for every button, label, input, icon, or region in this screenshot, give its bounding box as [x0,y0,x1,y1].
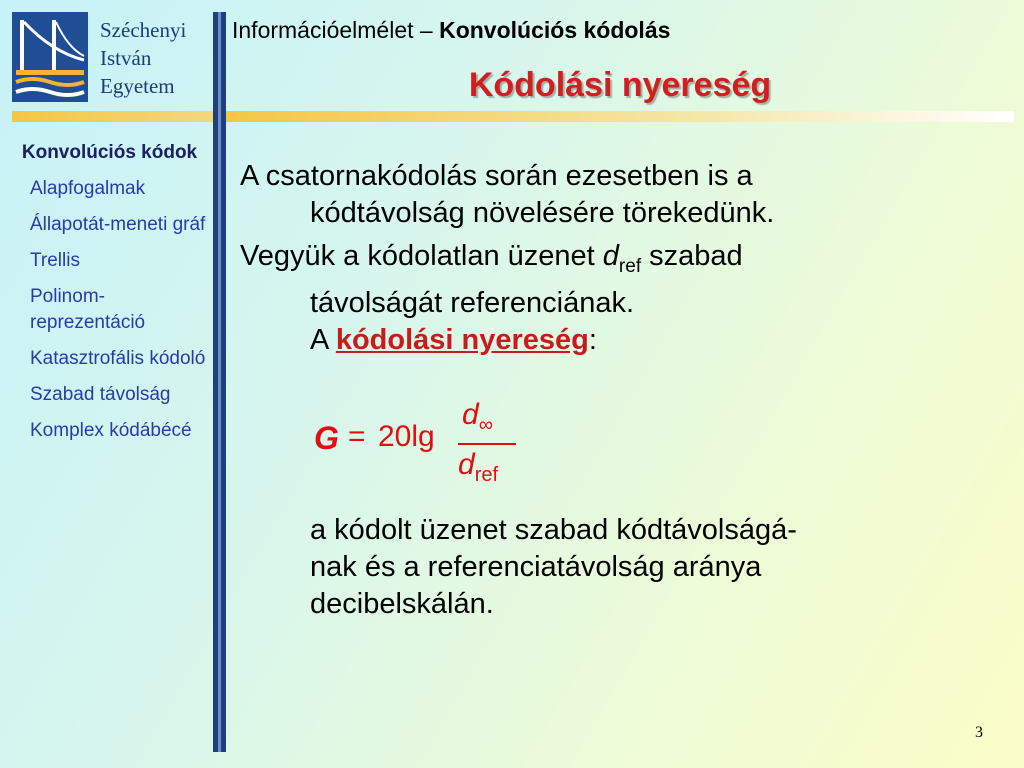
formula-numerator [462,398,493,437]
sidebar-heading: Konvolúciós kódok [21,142,198,163]
explanation-line-2: nak és a referenciatávolság aránya [310,551,762,583]
header-rule-right [226,111,1014,122]
sidebar-item-szabad-tavolsag[interactable]: Szabad távolság [30,384,171,405]
sidebar-item-trellis[interactable]: Trellis [30,250,80,271]
dref-subscript: ref [618,255,642,277]
denominator-subscript: ref [474,464,499,486]
university-logo-icon [12,12,88,102]
denominator-variable: d [458,448,475,481]
university-name-line1: Széchenyi [100,18,187,42]
paragraph-2-line-3 [240,322,1010,359]
emphasis-coding-gain: kódolási nyereség [335,323,589,356]
paragraph-2-text: Vegyük a kódolatlan üzenet [240,240,603,272]
coding-gain-formula [312,398,552,498]
vertical-divider-highlight [218,12,221,752]
paragraph-3-prefix: A [310,323,336,356]
paragraph-1 [240,158,1010,232]
formula-explanation [310,512,990,623]
sidebar-item-katasztrofalis-kodolo[interactable]: Katasztrofális kódoló [30,348,206,369]
numerator-variable: d [462,398,479,431]
paragraph-2-text-end: szabad [641,240,743,272]
course-name: Információelmélet – [232,17,440,43]
paragraph-2-line-1 [240,238,1010,285]
page-number: 3 [975,724,983,741]
course-topic: Konvolúciós kódolás [439,17,671,43]
header-rule-left [12,111,213,122]
sidebar-item-polinom-reprezentacio[interactable]: Polinom-reprezentáció [30,286,146,333]
dref-variable: d [602,240,619,272]
fraction-bar [458,443,516,445]
sidebar-nav [12,140,207,454]
paragraph-1-line-2: kódtávolság növelésére törekedünk. [310,197,775,229]
university-name [100,16,186,100]
paragraph-1-line-1: A csatornakódolás során ezesetben is a [240,160,753,192]
university-name-line3: Egyetem [100,74,175,98]
sidebar-item-alapfogalmak[interactable]: Alapfogalmak [30,178,146,199]
slide-title: Kódolási nyereség [468,66,772,104]
university-name-line2: István [100,46,152,70]
paragraph-2 [240,238,1010,359]
sidebar-item-allapotatmeneti-graf[interactable]: Állapotát-meneti gráf [30,214,206,235]
explanation-line-3: decibelskálán. [310,588,494,620]
paragraph-3-colon: : [588,323,597,356]
sidebar-item-komplex-kodabece[interactable]: Komplex kódábécé [30,420,192,441]
explanation-line-1: a kódolt üzenet szabad kódtávolságá- [310,514,797,546]
course-header [232,17,670,44]
formula-factor: 20lg [378,420,435,453]
formula-equals: = [348,420,366,453]
numerator-subscript: ∞ [478,414,493,436]
formula-denominator [458,448,498,487]
slide-body [240,158,1010,365]
paragraph-2-line-2: távolságát referenciának. [310,286,635,319]
formula-lhs: G [314,420,339,456]
